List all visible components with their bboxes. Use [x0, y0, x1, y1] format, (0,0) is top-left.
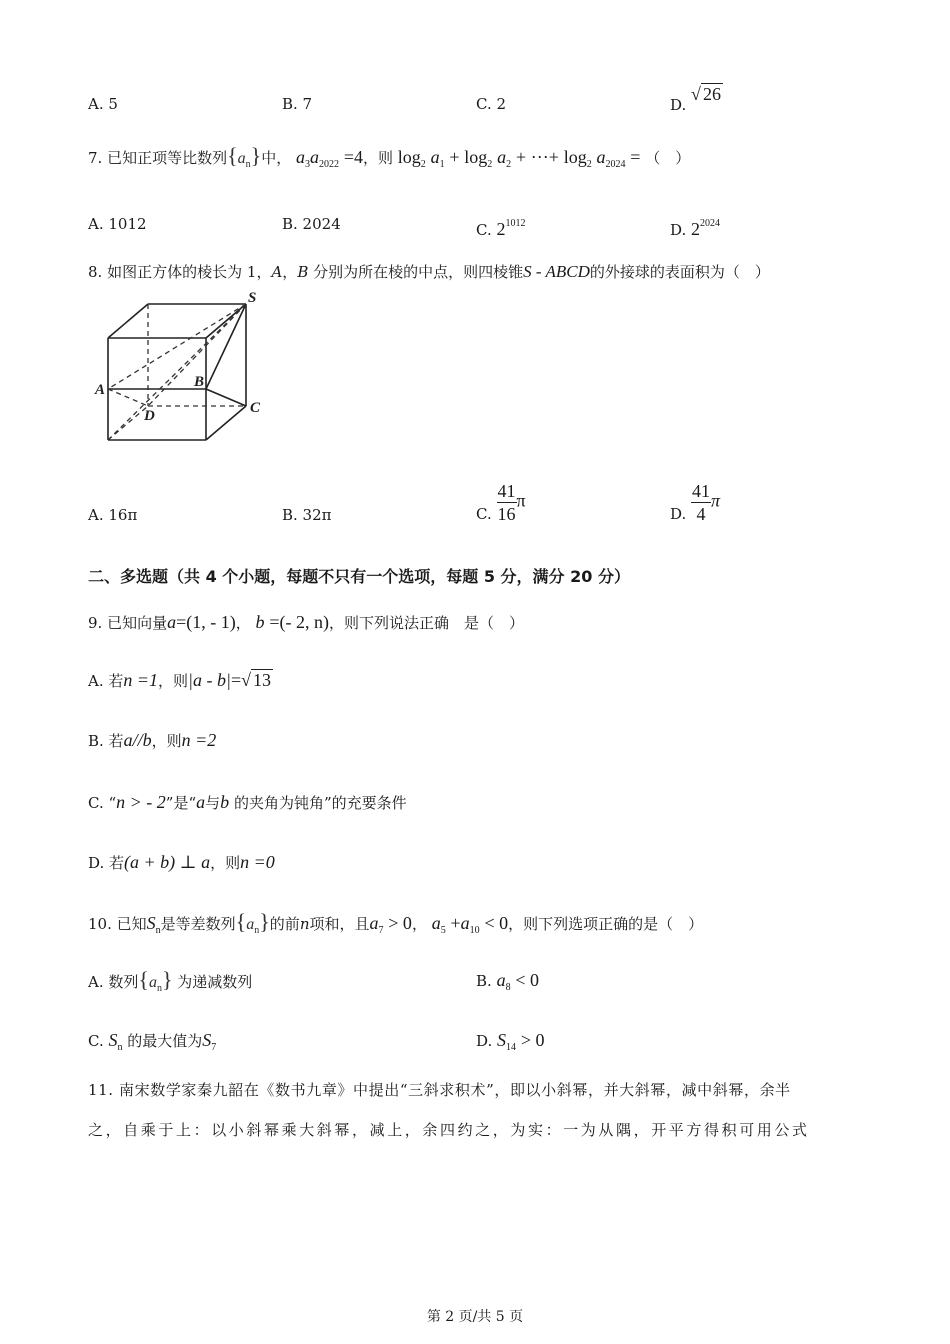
question-number: 10.: [88, 915, 112, 933]
condition: n > - 2: [116, 792, 166, 812]
q6-option-b: B. 7: [282, 95, 313, 113]
pyramid-name: S - ABCD: [523, 262, 590, 281]
q9-stem: [88, 612, 524, 633]
question-number: 8.: [88, 263, 103, 281]
sqrt-expression: √ 13: [241, 670, 271, 690]
option-label: D.: [670, 504, 687, 523]
log-base: 2: [420, 159, 426, 170]
q6-option-a: A. 5: [88, 95, 118, 113]
subscript: 7: [211, 1042, 217, 1053]
sequence-subscript: n: [245, 159, 251, 170]
equals-sign: =: [230, 670, 242, 690]
subscript: 10: [469, 925, 480, 936]
option-text: A. 数列: [88, 973, 139, 991]
stem-text: ，则下列说法正确 是（ ）: [328, 614, 524, 632]
term-a: a: [296, 147, 306, 167]
q8-option-c: [476, 480, 526, 525]
option-label: D.: [670, 221, 687, 239]
result: n =0: [240, 852, 275, 872]
denominator: 4: [696, 504, 706, 524]
vector-a: a: [196, 792, 206, 812]
stem-text: ，则: [362, 149, 393, 167]
option-text: ，则: [158, 672, 189, 690]
numerator: 41: [692, 481, 711, 501]
option-text: D. 若: [88, 854, 125, 872]
power-exponent: 1012: [505, 218, 526, 229]
abs-expression: |a - b|: [188, 670, 231, 690]
term-a: a: [431, 913, 441, 933]
q11-line-2: 之，自乘于上：以小斜幂乘大斜幂，减上，余四约之，为实：一为从隅，开平方得积可用公式: [88, 1121, 810, 1139]
q8-stem: [88, 262, 770, 282]
pi-symbol: π: [516, 490, 526, 511]
option-label: C.: [88, 1032, 104, 1050]
q7-option-b: B. 2024: [282, 215, 341, 233]
q11-line-1: 11. 南宋数学家秦九韶在《数书九章》中提出“三斜求积术”，即以小斜幂，并大斜幂，减中斜幂，余半: [88, 1081, 791, 1099]
log-symbol: log: [563, 147, 587, 167]
q9-option-d: [88, 852, 275, 873]
label-a: A: [95, 382, 106, 398]
equation-value: =4: [343, 147, 363, 167]
option-text: 为递减数列: [177, 973, 253, 991]
power-base: 2: [691, 219, 701, 239]
stem-text: 已知向量: [107, 614, 168, 632]
q8-option-d: [670, 480, 720, 525]
vector-a-value: =(1, - 1): [176, 612, 236, 632]
subscript: 2024: [605, 159, 626, 170]
q10-option-c: [88, 1030, 216, 1058]
sqrt-expression: √ 26: [691, 84, 721, 104]
relation: > 0: [388, 913, 412, 933]
label-c: C: [250, 400, 261, 416]
option-text: 与: [205, 794, 221, 812]
q9-option-a: [88, 670, 273, 691]
log-symbol: log: [464, 147, 488, 167]
ellipsis: ···+: [530, 147, 559, 167]
option-text: C. “: [88, 794, 117, 812]
term-a: a: [497, 147, 507, 167]
term-a: a: [430, 147, 440, 167]
sequence-subscript: n: [254, 925, 260, 936]
q9-option-c: [88, 792, 407, 813]
point-b: B: [297, 263, 309, 281]
cube-figure: [92, 290, 292, 450]
stem-text: ，: [256, 263, 272, 281]
option-text: 的最大值为: [127, 1032, 203, 1050]
label-s: S: [248, 290, 257, 306]
stem-text: 分别为所在棱的中点，则四棱锥: [313, 263, 524, 281]
q10-stem: [88, 909, 704, 941]
q7-option-c: [476, 214, 526, 240]
fraction: [497, 480, 517, 525]
subscript: 14: [506, 1042, 517, 1053]
option-text: B. 32π: [282, 506, 332, 524]
term-a: a: [369, 913, 379, 933]
label-d: D: [144, 408, 155, 424]
log-base: 2: [487, 159, 493, 170]
sum-symbol: S: [497, 1030, 507, 1050]
sequence-symbol: a: [246, 916, 255, 933]
edge-length: 1: [246, 263, 257, 281]
stem-text: 是等差数列: [160, 915, 236, 933]
q6-option-d: [670, 84, 723, 114]
stem-text: 的前: [269, 915, 300, 933]
option-label: D.: [670, 96, 687, 114]
label-b: B: [194, 374, 205, 390]
q10-option-a: [88, 967, 253, 999]
power-exponent: 2024: [700, 218, 721, 229]
stem-text: 已知正项等比数列: [107, 149, 228, 167]
option-text: A. 16π: [88, 506, 138, 524]
subscript: n: [155, 925, 161, 936]
term-a: a: [596, 147, 606, 167]
option-label: B.: [476, 972, 492, 990]
option-text: B. 若: [88, 732, 124, 750]
relation: < 0: [484, 913, 509, 933]
vector-b: b: [255, 612, 265, 632]
fraction: [691, 480, 711, 525]
subscript: 5: [440, 925, 446, 936]
radicand: 26: [702, 84, 721, 104]
plus-sign: +: [450, 913, 461, 933]
q10-option-b: [476, 970, 539, 998]
sequence-symbol: a: [237, 150, 246, 167]
plus-sign: +: [449, 147, 460, 167]
stem-text: ，: [411, 915, 427, 933]
q7-option-d: [670, 214, 720, 240]
q8-option-b: [282, 505, 332, 525]
condition: a//b: [123, 730, 152, 750]
denominator: 16: [497, 504, 516, 524]
stem-text: 如图正方体的棱长为: [107, 263, 243, 281]
log-base: 2: [586, 159, 592, 170]
option-label: C.: [476, 221, 492, 239]
sequence-braces: $\{a_n\}$: [227, 143, 262, 170]
question-number: 7.: [88, 149, 103, 167]
condition: (a + b) ⊥ a: [124, 852, 211, 872]
sequence-subscript: n: [156, 983, 162, 994]
option-text: ，则: [151, 732, 182, 750]
subscript: 3: [305, 159, 311, 170]
section-title: 二、多选题（共 4 个小题，每题不只有一个选项，每题 5 分，满分 20 分）: [88, 567, 630, 586]
q7-stem: [88, 143, 691, 175]
sequence-symbol: a: [148, 974, 157, 991]
option-text: ”是“: [165, 794, 197, 812]
radicand: 13: [252, 670, 271, 690]
option-label: C.: [476, 504, 492, 523]
vector-b-value: =(- 2, n): [269, 612, 329, 632]
stem-text: 中，: [261, 149, 292, 167]
question-number: 9.: [88, 614, 103, 632]
sum-symbol: S: [146, 913, 156, 933]
relation: < 0: [515, 970, 540, 990]
plus-sign: +: [515, 147, 527, 167]
q8-option-a: [88, 505, 137, 525]
stem-text: ，: [282, 263, 298, 281]
subscript: 1: [439, 159, 445, 170]
subscript: 7: [378, 925, 384, 936]
subscript: 8: [505, 982, 511, 993]
log-symbol: log: [397, 147, 421, 167]
term-a: a: [310, 147, 320, 167]
stem-text: 项和，且: [309, 915, 370, 933]
variable-n: n: [299, 915, 310, 933]
stem-text: 已知: [116, 915, 147, 933]
sequence-braces: $\{a_n\}$: [235, 909, 270, 936]
stem-text: 的外接球的表面积为（ ）: [589, 263, 770, 281]
sum-symbol: S: [108, 1030, 118, 1050]
subscript: 2: [506, 159, 512, 170]
power-base: 2: [496, 219, 506, 239]
stem-text: ，则下列选项正确的是（ ）: [508, 915, 704, 933]
sequence-braces: $\{a_n\}$: [138, 967, 173, 994]
option-text: A. 若: [88, 672, 124, 690]
page-footer: 第 2 页/共 5 页: [426, 1309, 524, 1325]
subscript: n: [117, 1042, 123, 1053]
point-a: A: [271, 263, 283, 281]
option-label: D.: [476, 1032, 493, 1050]
condition: n =1: [123, 670, 159, 690]
equals-sign: =: [630, 147, 641, 167]
stem-text: ，: [235, 614, 251, 632]
q9-option-b: [88, 730, 216, 751]
subscript: 2022: [319, 159, 340, 170]
numerator: 41: [497, 481, 516, 501]
q7-option-a: A. 1012: [88, 215, 147, 233]
result: n =2: [181, 730, 217, 750]
option-text: 的夹角为钝角”的充要条件: [233, 794, 407, 812]
term-a: a: [460, 913, 470, 933]
vector-b: b: [220, 792, 230, 812]
relation: > 0: [520, 1030, 545, 1050]
option-text: ，则: [210, 854, 241, 872]
q6-option-c: C. 2: [476, 95, 507, 113]
vector-a: a: [167, 612, 177, 632]
sum-symbol: S: [202, 1030, 212, 1050]
pi-symbol: π: [711, 490, 721, 511]
answer-blank: （ ）: [645, 149, 691, 167]
q10-option-d: [476, 1030, 544, 1058]
term-a: a: [496, 970, 506, 990]
